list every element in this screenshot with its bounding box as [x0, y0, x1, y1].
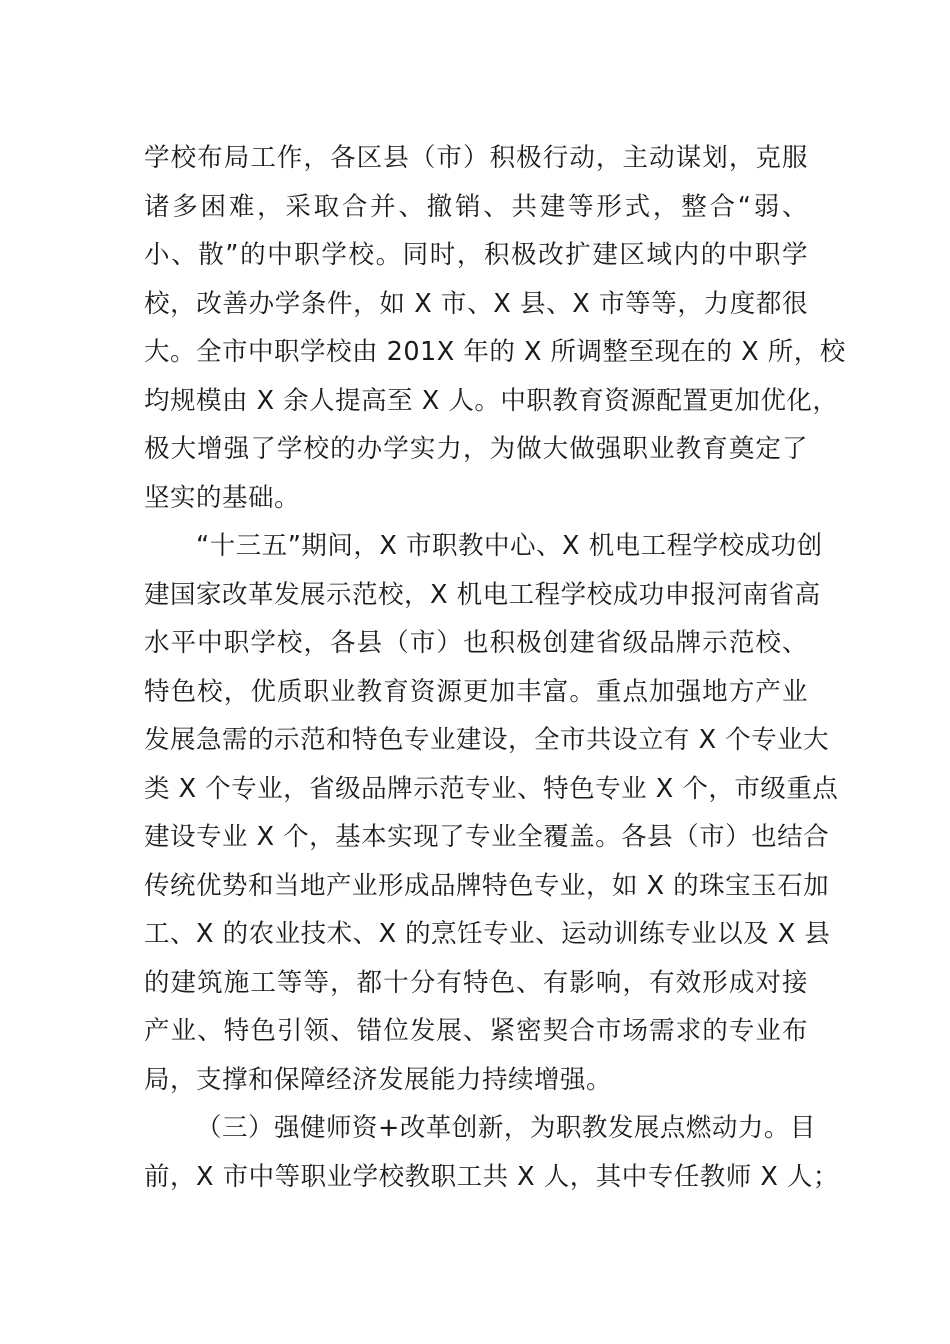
- text-line: 建设专业 X 个，基本实现了专业全覆盖。各县（市）也结合: [144, 822, 830, 852]
- text-line: 大。全市中职学校由 201X 年的 X 所调整至现在的 X 所，校: [144, 337, 846, 367]
- text-line: “十三五”期间，X 市职教中心、X 机电工程学校成功创: [196, 531, 823, 561]
- text-line: 发展急需的示范和特色专业建设，全市共设立有 X 个专业大: [144, 725, 830, 755]
- text-line: 工、X 的农业技术、X 的烹饪专业、运动训练专业以及 X 县: [144, 919, 831, 949]
- text-line: 建国家改革发展示范校，X 机电工程学校成功申报河南省高: [144, 579, 821, 610]
- text-line: 校，改善办学条件，如 X 市、X 县、X 市等等，力度都很: [144, 288, 808, 319]
- text-line: 学校布局工作，各区县（市）积极行动，主动谋划，克服: [144, 143, 808, 173]
- text-line: 小、散”的中职学校。同时，积极改扩建区域内的中职学: [144, 240, 808, 270]
- text-line: 水平中职学校，各县（市）也积极创建省级品牌示范校、: [144, 628, 808, 658]
- text-line: 坚实的基础。: [144, 482, 301, 513]
- text-line: 传统优势和当地产业形成品牌特色专业，如 X 的珠宝玉石加: [144, 870, 830, 901]
- text-line: 特色校，优质职业教育资源更加丰富。重点加强地方产业: [144, 676, 808, 707]
- text-line: 类 X 个专业，省级品牌示范专业、特色专业 X 个，市级重点: [144, 773, 839, 804]
- text-line: 产业、特色引领、错位发展、紧密契合市场需求的专业布: [144, 1016, 808, 1046]
- text-line: 均规模由 X 余人提高至 X 人。中职教育资源配置更加优化，: [144, 385, 839, 416]
- text-line: 前，X 市中等职业学校教职工共 X 人，其中专任教师 X 人；: [144, 1161, 839, 1192]
- text-line: 局，支撑和保障经济发展能力持续增强。: [144, 1064, 613, 1095]
- text-line: 极大增强了学校的办学实力，为做大做强职业教育奠定了: [144, 434, 808, 464]
- document-body: [144, 134, 846, 1201]
- text-line: 的建筑施工等等，都十分有特色、有影响，有效形成对接: [144, 967, 808, 998]
- section-heading-line: （三）强健师资+改革创新，为职教发展点燃动力。目: [196, 1113, 816, 1143]
- text-line: 诸多困难，采取合并、撤销、共建等形式，整合“弱、: [144, 191, 808, 222]
